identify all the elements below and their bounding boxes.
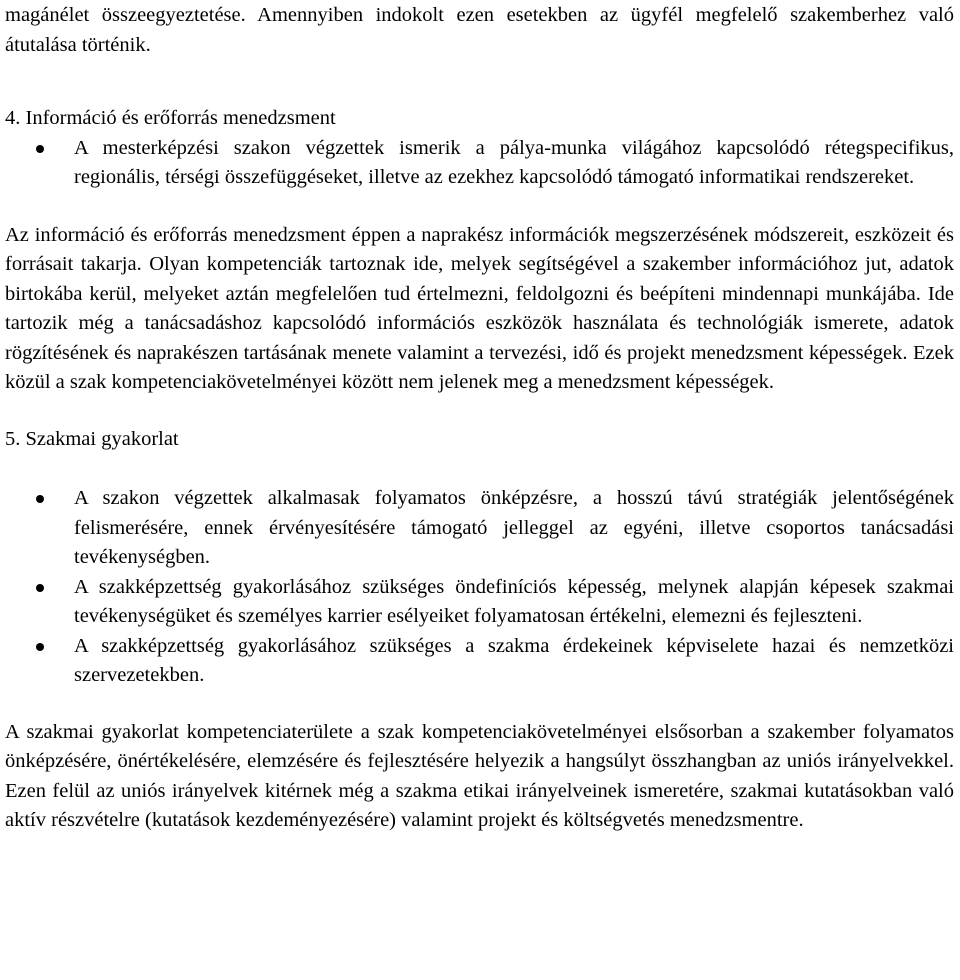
spacer xyxy=(5,193,954,221)
spacer xyxy=(5,398,954,425)
section-5-bullet-list xyxy=(5,484,954,691)
section-4-heading: 4. Információ és erőforrás menedzsment xyxy=(5,107,336,129)
list-item-text: A mesterképzési szakon végzettek ismerik a pálya-munka világához kapcsolódó rétegspecifikus, regionális, térségi összefüggéseket, illetve az ezekhez kapcsolódó támogató informatikai rendszereket. xyxy=(74,136,954,188)
bullet-icon xyxy=(36,495,44,503)
intro-paragraph: magánélet összeegyeztetése. Amennyiben indokolt ezen esetekben az ügyfél megfelelő szakemberhez való átutalása történik. xyxy=(5,4,954,56)
list-item xyxy=(5,573,954,632)
spacer xyxy=(5,454,954,484)
list-item-text: A szakképzettség gyakorlásához szükséges öndefiníciós képesség, melynek alapján képesek szakmai tevékenységüket és személyes karrier esélyeiket folyamatosan értékelni, elemezni és fejleszteni. xyxy=(74,575,954,627)
section-4-paragraph: Az információ és erőforrás menedzsment éppen a naprakész információk megszerzésének módszereit, eszközeit és forrásait takarja. Olyan kompetenciák tartoznak ide, melyek segítségével a szakember információhoz jut, adatok birtokába kerül, melyeket aztán megfelelően tud értelmezni, feldolgozni és beépíteni mindennapi munkájába. Ide tartozik még a tanácsadáshoz kapcsolódó információs eszközök használata és technológiák ismerete, adatok rögzítésének és naprakészen tartásának menete valamint a tervezési, idő és projekt menedzsment képességek. Ezek közül a szak kompetenciakövetelményei között nem jelenek meg a menedzsment képességek. xyxy=(5,223,954,393)
spacer xyxy=(5,60,954,104)
section-4-bullet-list xyxy=(5,134,954,193)
bullet-icon xyxy=(36,145,44,153)
section-5-paragraph: A szakmai gyakorlat kompetenciaterülete a szak kompetenciakövetelményei elsősorban a szakember folyamatos önképzésére, önértékelésére, elemzésére és fejlesztésére helyezik a hangsúlyt összhangban az uniós irányelvekkel. Ezen felül az uniós irányelvek kitérnek még a szakma etikai irányelveinek ismeretére, szakmai kutatásokban való aktív részvételre (kutatások kezdeményezésére) valamint projekt és költségvetés menedzsmentre. xyxy=(5,720,954,831)
list-item-text: A szakképzettség gyakorlásához szükséges a szakma érdekeinek képviselete hazai és nemzetközi szervezetekben. xyxy=(74,634,954,686)
list-item-text: A szakon végzettek alkalmasak folyamatos önképzésre, a hosszú távú stratégiák jelentőségének felismerésére, ennek érvényesítésére támogató jelleggel az egyéni, illetve csoportos tanácsadási tevékenységben. xyxy=(74,487,954,568)
list-item xyxy=(5,134,954,193)
section-5-heading: 5. Szakmai gyakorlat xyxy=(5,427,179,450)
bullet-icon xyxy=(36,643,44,651)
list-item xyxy=(5,484,954,573)
bullet-icon xyxy=(36,584,44,592)
list-item xyxy=(5,632,954,691)
document-page xyxy=(5,1,954,836)
spacer xyxy=(5,691,954,718)
